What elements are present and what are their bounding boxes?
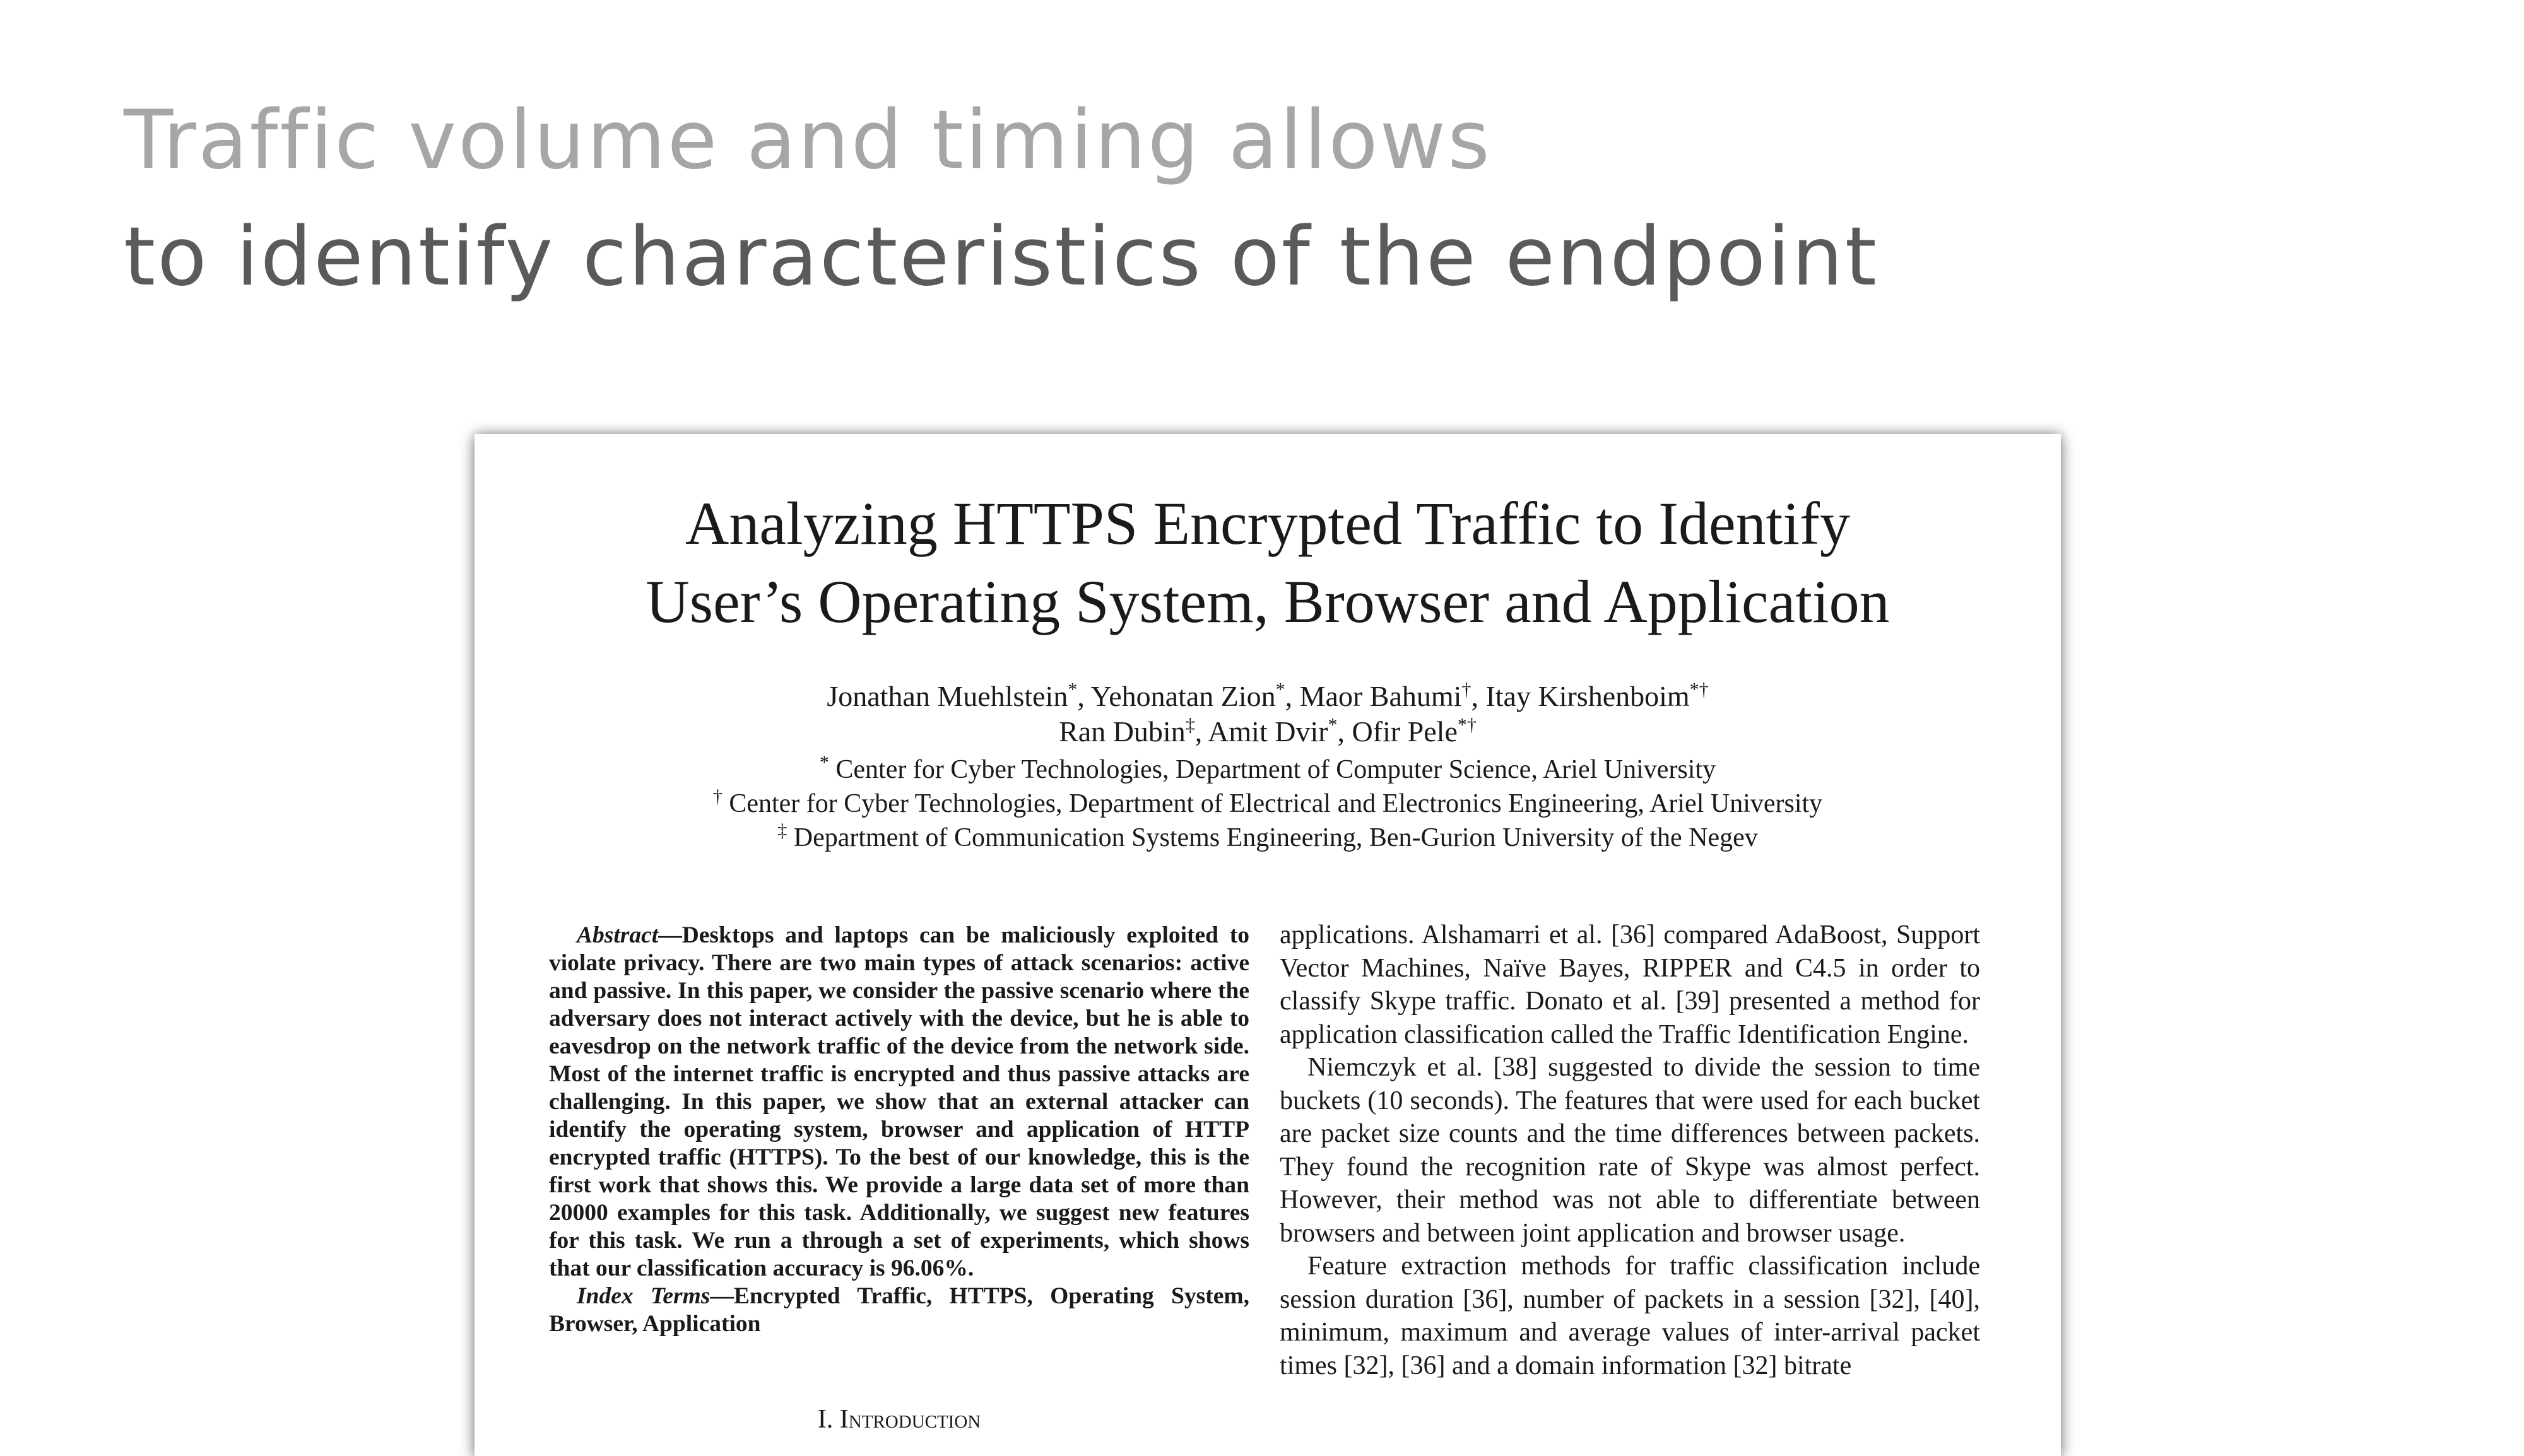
affiliation-line (475, 787, 2061, 821)
author-name: , Yehonatan Zion (1077, 680, 1276, 712)
paper-title-line-2: User’s Operating System, Browser and Application (646, 568, 1890, 635)
index-terms-text: —Encrypted Traffic, HTTPS, Operating System, Browser, Application (549, 1283, 1249, 1337)
slide-title (124, 82, 1878, 315)
affiliation-text: Department of Communication Systems Engineering, Ben-Gurion University of the Negev (787, 823, 1758, 852)
author-name: , Amit Dvir (1194, 715, 1328, 748)
affiliation-line (475, 753, 2061, 787)
slide-title-line-1: Traffic volume and timing allows (124, 93, 1492, 187)
section-heading: I. Introduction (817, 1405, 981, 1434)
abstract-column (549, 922, 1249, 1338)
author-name: Jonathan Muehlstein (827, 680, 1068, 712)
paper-screenshot (475, 434, 2061, 1456)
author-mark: † (1461, 679, 1471, 700)
body-paragraph: Feature extraction methods for traffic classification include session duration [36], number of packets in a session [32], [40], minimum, maximum and average values of inter-arrival packet times [32], [36] and a domain information [32] bitrate (1280, 1252, 1980, 1380)
index-terms-paragraph (549, 1283, 1249, 1338)
author-line-1 (475, 679, 2061, 714)
author-name: Ran Dubin (1059, 715, 1186, 748)
author-mark: * (1275, 679, 1285, 700)
affiliation-mark: ‡ (777, 820, 787, 841)
affiliation-list (475, 753, 2061, 855)
paper-title (475, 484, 2061, 641)
affiliation-text: Center for Cyber Technologies, Department of Electrical and Electronics Engineering, Ariel University (722, 789, 1823, 818)
slide-title-line-2: to identify characteristics of the endpoint (124, 210, 1878, 304)
paper-title-line-1: Analyzing HTTPS Encrypted Traffic to Identify (685, 490, 1850, 557)
author-mark: *† (1457, 714, 1477, 736)
author-mark: *† (1689, 679, 1709, 700)
author-name: , Ofir Pele (1337, 715, 1458, 748)
body-paragraph: applications. Alshamarri et al. [36] compared AdaBoost, Support Vector Machines, Naïve Bayes, RIPPER and C4.5 in order to classify Skype traffic. Donato et al. [39] presented a method for application classification called the Traffic Identification Engine. (1280, 920, 1980, 1049)
author-name: , Itay Kirshenboim (1471, 680, 1690, 712)
author-name: , Maor Bahumi (1285, 680, 1462, 712)
author-line-2 (475, 714, 2061, 749)
author-mark: * (1068, 679, 1078, 700)
abstract-label: Abstract (577, 922, 659, 948)
author-list (475, 679, 2061, 749)
affiliation-mark: † (712, 786, 722, 807)
affiliation-mark: * (819, 752, 829, 773)
body-paragraph: Niemczyk et al. [38] suggested to divide the session to time buckets (10 seconds). The features that were used for each bucket are packet size counts and the time differences between packets. They found the recognition rate of Skype was almost perfect. However, their method was not able to differentiate between browsers and between joint application and browser usage. (1280, 1053, 1980, 1248)
abstract-text: —Desktops and laptops can be maliciously exploited to violate privacy. There are two main types of attack scenarios: active and passive. In this paper, we consider the passive scenario where the adversary does not interact actively with the device, but he is able to eavesdrop on the network traffic of the device from the network side. Most of the internet traffic is encrypted and thus passive attacks are challenging. In this paper, we show that an external attacker can identify the operating system, browser and application of HTTP encrypted traffic (HTTPS). To the best of our knowledge, this is the first work that shows this. We provide a large data set of more than 20000 examples for this task. Additionally, we suggest new features for this task. We run a through a set of experiments, which shows that our classification accuracy is 96.06%. (549, 922, 1249, 1281)
index-terms-label: Index Terms (577, 1283, 711, 1309)
affiliation-line (475, 821, 2061, 855)
affiliation-text: Center for Cyber Technologies, Department of Computer Science, Ariel University (829, 755, 1716, 784)
author-mark: * (1328, 714, 1338, 736)
body-column-right (1280, 919, 1980, 1382)
author-mark: ‡ (1185, 714, 1195, 736)
abstract-paragraph (549, 922, 1249, 1283)
